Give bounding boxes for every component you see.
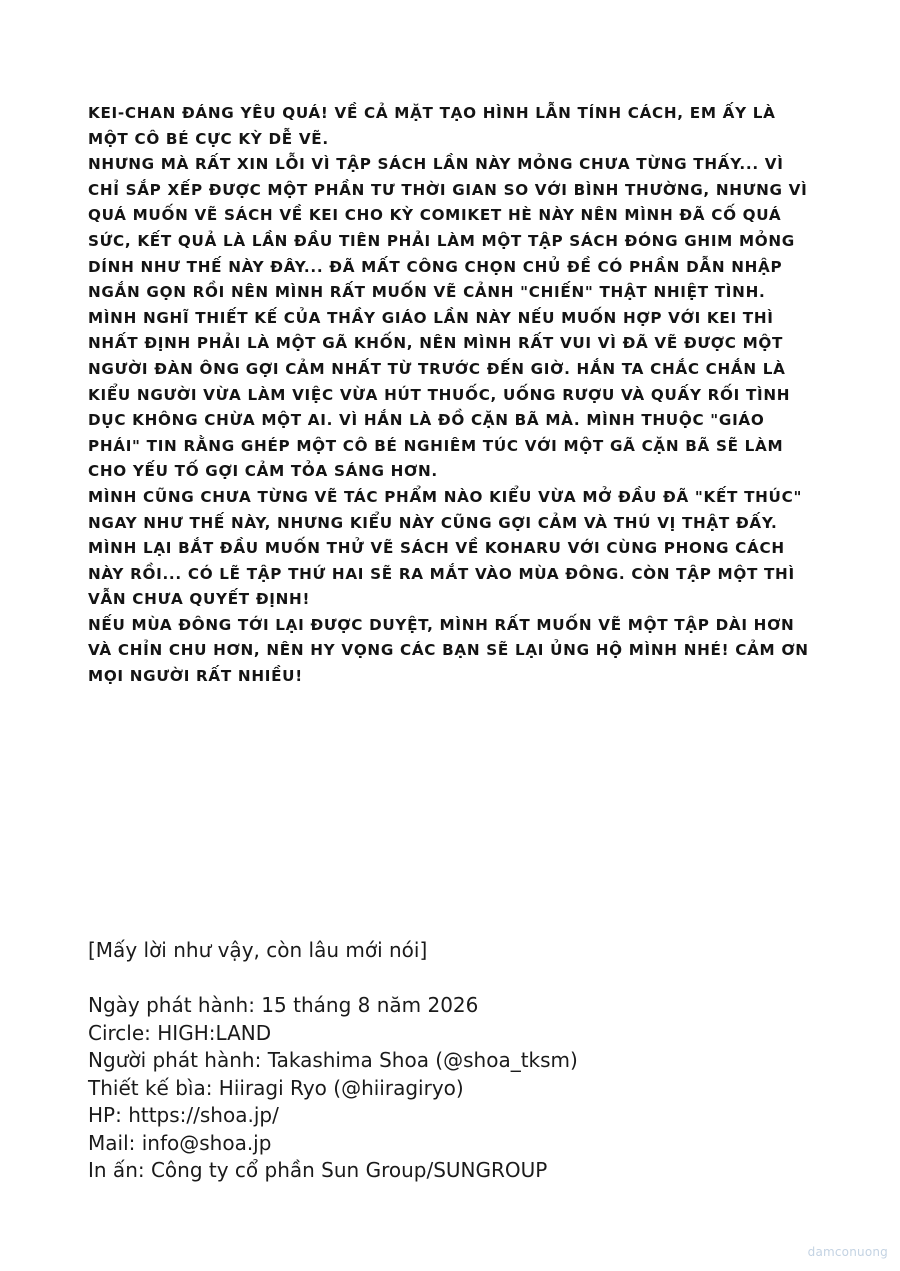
afterword-text	[88, 101, 814, 690]
cover-designer: Thiết kế bìa: Hiiragi Ryo (@hiiragiryo)	[88, 1075, 464, 1100]
colophon-heading: [Mấy lời như vậy, còn lâu mới nói]	[88, 938, 428, 962]
printer: In ấn: Công ty cổ phần Sun Group/SUNGROUP	[88, 1158, 548, 1182]
homepage: HP: https://shoa.jp/	[88, 1103, 279, 1127]
publisher: Người phát hành: Takashima Shoa (@shoa_tksm)	[88, 1048, 578, 1072]
watermark: damconuong	[807, 1245, 888, 1259]
afterword-paragraph: MÌNH NGHĨ THIẾT KẾ CỦA THẦY GIÁO LẦN NÀY NẾU MUỐN HỢP VỚI KEI THÌ NHẤT ĐỊNH PHẢI LÀ MỘT GÃ KHỐN, NÊN MÌNH RẤT VUI VÌ ĐÃ VẼ ĐƯỢC MỘT NGƯỜI ĐÀN ÔNG GỢI CẢM NHẤT TỪ TRƯỚC ĐẾN GIỜ. HẮN TA CHẮC CHẮN LÀ KIỂU NGƯỜI VỪA LÀM VIỆC VỪA HÚT THUỐC, UỐNG RƯỢU VÀ QUẤY RỐI TÌNH DỤC KHÔNG CHỪA MỘT AI. VÌ HẮN LÀ ĐỒ CẶN BÃ MÀ. MÌNH THUỘC "GIÁO PHÁI" TIN RẰNG GHÉP MỘT CÔ BÉ NGHIÊM TÚC VỚI MỘT GÃ CẶN BÃ SẼ LÀM CHO YẾU TỐ GỢI CẢM TỎA SÁNG HƠN.	[88, 308, 791, 481]
release-date: Ngày phát hành: 15 tháng 8 năm 2026	[88, 993, 479, 1017]
afterword-paragraph: NẾU MÙA ĐÔNG TỚI LẠI ĐƯỢC DUYỆT, MÌNH RẤT MUỐN VẼ MỘT TẬP DÀI HƠN VÀ CHỈN CHU HƠN, NÊN HY VỌNG CÁC BẠN SẼ LẠI ỦNG HỘ MÌNH NHÉ! CẢM ƠN MỌI NGƯỜI RẤT NHIỀU!	[88, 615, 809, 686]
afterword-paragraph: MÌNH CŨNG CHƯA TỪNG VẼ TÁC PHẨM NÀO KIỂU VỪA MỞ ĐẦU ĐÃ "KẾT THÚC" NGAY NHƯ THẾ NÀY, NHƯNG KIỂU NÀY CŨNG GỢI CẢM VÀ THÚ VỊ THẬT ĐẤY. MÌNH LẠI BẮT ĐẦU MUỐN THỬ VẼ SÁCH VỀ KOHARU VỚI CÙNG PHONG CÁCH NÀY RỒI... CÓ LẼ TẬP THỨ HAI SẼ RA MẮT VÀO MÙA ĐÔNG. CÒN TẬP MỘT THÌ VẪN CHƯA QUYẾT ĐỊNH!	[88, 487, 803, 609]
circle-name: Circle: HIGH:LAND	[88, 1020, 272, 1045]
mail: Mail: info@shoa.jp	[88, 1130, 272, 1155]
afterword-paragraph: KEI-CHAN ĐÁNG YÊU QUÁ! VỀ CẢ MẶT TẠO HÌNH LẪN TÍNH CÁCH, EM ẤY LÀ MỘT CÔ BÉ CỰC KỲ DỄ VẼ.	[88, 104, 776, 148]
colophon	[88, 937, 788, 1185]
afterword-paragraph: NHƯNG MÀ RẤT XIN LỖI VÌ TẬP SÁCH LẦN NÀY MỎNG CHƯA TỪNG THẤY... VÌ CHỈ SẮP XẾP ĐƯỢC MỘT PHẦN TƯ THỜI GIAN SO VỚI BÌNH THƯỜNG, NHƯNG VÌ QUÁ MUỐN VẼ SÁCH VỀ KEI CHO KỲ COMIKET HÈ NÀY NÊN MÌNH ĐÃ CỐ QUÁ SỨC, KẾT QUẢ LÀ LẦN ĐẦU TIÊN PHẢI LÀM MỘT TẬP SÁCH ĐÓNG GHIM MỎNG DÍNH NHƯ THẾ NÀY ĐÂY... ĐÃ MẤT CÔNG CHỌN CHỦ ĐỀ CÓ PHẦN DẪN NHẬP NGẮN GỌN RỒI NÊN MÌNH RẤT MUỐN VẼ CẢNH "CHIẾN" THẬT NHIỆT TÌNH.	[88, 155, 808, 302]
